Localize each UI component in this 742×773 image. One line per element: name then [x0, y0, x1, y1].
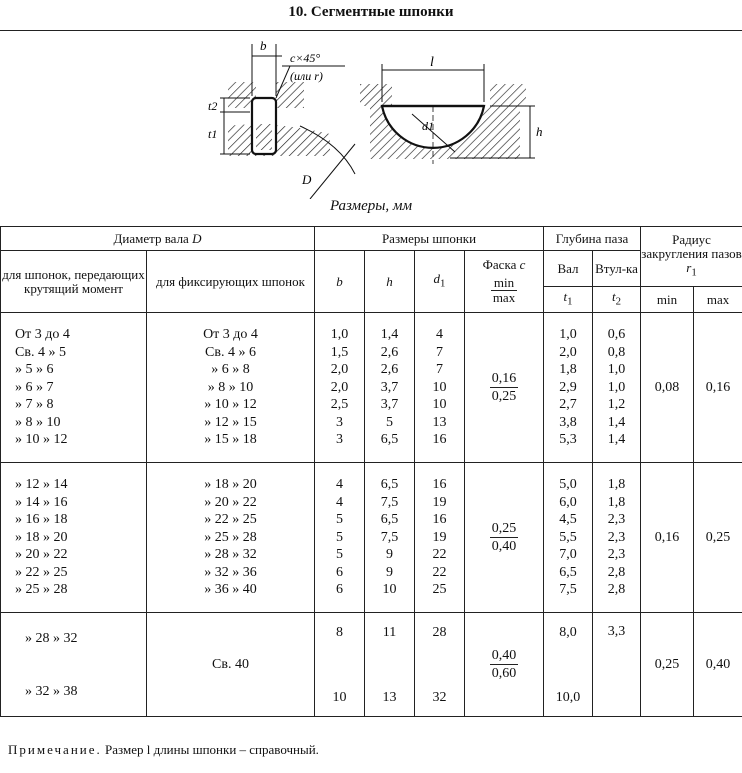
- table-cell-value: 2,3: [607, 512, 626, 528]
- table-cell-value: » 22 » 25: [15, 564, 68, 580]
- footnote-label: Примечание.: [8, 742, 102, 757]
- table-cell-value: » 16 » 18: [15, 512, 68, 528]
- h-values: [365, 463, 415, 613]
- table-cell-value: 6: [336, 564, 343, 580]
- table-cell-value: 7,0: [559, 547, 577, 563]
- table-cell-value: 5: [336, 547, 343, 563]
- label-b: b: [260, 38, 267, 53]
- table-cell-value: » 7 » 8: [15, 397, 54, 413]
- table-cell-value: 1,8: [607, 477, 626, 493]
- table-cell-value: 3,7: [380, 397, 399, 413]
- table-cell-value: Св. 4 » 5: [15, 344, 66, 360]
- table-cell-value: 5: [336, 512, 343, 528]
- table-cell-value: 1,0: [330, 327, 349, 343]
- units-caption: Размеры, мм: [329, 198, 413, 214]
- table-cell-value: 5,5: [559, 529, 577, 545]
- table-cell-value: 13: [432, 414, 447, 430]
- chamfer-values: $\frac{0,40}{0,60}$: [465, 613, 544, 717]
- t2-values: 3,3: [593, 613, 641, 717]
- h-values: [365, 313, 415, 463]
- table-cell-value: От 3 до 4: [15, 327, 70, 343]
- table-cell-value: 2,6: [380, 344, 399, 360]
- table-cell-value: От 3 до 4: [203, 327, 258, 343]
- table-cell-value: 16: [432, 512, 447, 528]
- table-row-group-1: [1, 313, 742, 463]
- header-radius: Радиус закругления пазов $r_1$: [641, 227, 742, 287]
- b-values: [315, 463, 365, 613]
- table-cell-value: » 18 » 20: [15, 529, 68, 545]
- label-l: l: [430, 55, 434, 70]
- segment-key-table: [0, 226, 742, 717]
- table-cell-value: » 25 » 28: [15, 582, 68, 598]
- header-d1: $d_1$: [415, 251, 465, 313]
- label-chamfer-alt: (или r): [290, 69, 323, 83]
- table-cell-value: 5,3: [559, 432, 577, 448]
- table-cell-value: 6,5: [559, 564, 577, 580]
- label-h: h: [536, 124, 543, 139]
- table-cell-value: » 14 » 16: [15, 494, 68, 510]
- r-max-value: 0,40: [694, 613, 742, 717]
- b-values: 8 10: [315, 613, 365, 717]
- table-cell-value: 2,3: [607, 547, 626, 563]
- r-min-value: 0,16: [641, 463, 694, 613]
- table-cell-value: » 20 » 22: [15, 547, 68, 563]
- d1-values: [415, 463, 465, 613]
- footnote-text: Размер l длины шпонки – справочный.: [105, 742, 319, 757]
- label-chamfer: c×45°: [290, 51, 321, 65]
- d1-values: 28 32: [415, 613, 465, 717]
- table-cell-value: 1,8: [559, 362, 577, 378]
- table-cell-value: 19: [432, 529, 447, 545]
- table-cell-value: 1,5: [330, 344, 349, 360]
- table-cell-value: 0,6: [607, 327, 626, 343]
- table-cell-value: 3,8: [559, 414, 577, 430]
- table-cell-value: » 8 » 10: [207, 379, 254, 395]
- table-cell-value: 1,4: [380, 327, 399, 343]
- table-cell-value: » 6 » 7: [15, 379, 54, 395]
- header-torque-keys: для шпонок, передающих крутящий момент: [1, 251, 147, 313]
- table-cell-value: 2,0: [330, 362, 349, 378]
- table-cell-value: 4: [336, 477, 343, 493]
- header-h: h: [365, 251, 415, 313]
- table-cell-value: 2,8: [607, 582, 626, 598]
- table-cell-value: 1,0: [607, 362, 626, 378]
- table-cell-value: 2,7: [559, 397, 577, 413]
- table-cell-value: 19: [432, 494, 447, 510]
- table-cell-value: 2,3: [607, 529, 626, 545]
- header-t2: $t_2$: [593, 287, 641, 313]
- chamfer-values: $\frac{0,16}{0,25}$: [465, 313, 544, 463]
- table-cell-value: 2,6: [380, 362, 399, 378]
- table-cell-value: 5,0: [559, 477, 577, 493]
- t1-values: [544, 463, 593, 613]
- table-cell-value: 2,8: [607, 564, 626, 580]
- table-cell-value: 0,8: [607, 344, 626, 360]
- table-cell-value: 5: [386, 414, 393, 430]
- table-cell-value: » 20 » 22: [204, 494, 257, 510]
- table-cell-value: 2,5: [330, 397, 349, 413]
- table-cell-value: 10: [382, 582, 397, 598]
- footnote: [8, 742, 319, 758]
- table-cell-value: 2,0: [330, 379, 349, 395]
- t2-values: [593, 313, 641, 463]
- label-D: D: [302, 172, 312, 187]
- label-t1: t1: [208, 127, 218, 141]
- header-t1: $t_1$: [544, 287, 593, 313]
- table-cell-value: » 32 » 36: [204, 564, 257, 580]
- table-cell-value: 6: [336, 582, 343, 598]
- table-cell-value: 7: [436, 362, 443, 378]
- table-cell-value: 2,0: [559, 344, 577, 360]
- label-t2: t2: [208, 99, 218, 113]
- r-max-value: 0,25: [694, 463, 742, 613]
- header-chamfer: Фаска c $\frac{\min}{\max}$: [465, 251, 544, 313]
- table-cell-value: » 28 » 32: [204, 547, 257, 563]
- table-cell-value: » 25 » 28: [204, 529, 257, 545]
- header-shaft-diameter: Диаметр вала D: [1, 227, 315, 251]
- header-key-dims: Размеры шпонки: [315, 227, 544, 251]
- t1-values: 8,0 10,0: [544, 613, 593, 717]
- table-cell-value: 1,8: [607, 494, 626, 510]
- table-cell-value: 10: [432, 397, 447, 413]
- table-cell-value: » 6 » 8: [211, 362, 250, 378]
- table-cell-value: 10: [432, 379, 447, 395]
- table-row-group-3: [1, 613, 742, 717]
- segment-key-drawing: [190, 34, 550, 199]
- table-cell-value: 2,9: [559, 379, 577, 395]
- header-b: b: [315, 251, 365, 313]
- table-cell-value: 6,5: [380, 512, 399, 528]
- table-cell-value: » 8 » 10: [15, 414, 61, 430]
- table-cell-value: 9: [386, 564, 393, 580]
- table-cell-value: 3: [336, 414, 343, 430]
- table-row-group-2: [1, 463, 742, 613]
- table-cell-value: » 10 » 12: [15, 432, 68, 448]
- table-cell-value: 4: [436, 327, 443, 343]
- side-view: [360, 55, 543, 164]
- table-cell-value: 22: [432, 547, 447, 563]
- torque-diameters: » 28 » 32 » 32 » 38: [1, 613, 147, 717]
- table-cell-value: 3: [336, 432, 343, 448]
- h-values: 11 13: [365, 613, 415, 717]
- table-cell-value: » 5 » 6: [15, 362, 54, 378]
- table-cell-value: 16: [432, 477, 447, 493]
- r-min-value: 0,08: [641, 313, 694, 463]
- header-r-min: min: [641, 287, 694, 313]
- table-cell-value: 4,5: [559, 512, 577, 528]
- table-cell-value: » 12 » 14: [15, 477, 68, 493]
- b-values: [315, 313, 365, 463]
- table-cell-value: Св. 4 » 6: [205, 344, 256, 360]
- table-cell-value: 7,5: [559, 582, 577, 598]
- table-cell-value: 5: [336, 529, 343, 545]
- table-cell-value: » 36 » 40: [204, 582, 257, 598]
- table-cell-value: 7,5: [380, 494, 399, 510]
- header-shaft: Вал: [544, 251, 593, 287]
- table-cell-value: » 15 » 18: [204, 432, 257, 448]
- table-cell-value: 7: [436, 344, 443, 360]
- header-fixing-keys: для фиксирующих шпонок: [147, 251, 315, 313]
- d1-values: [415, 313, 465, 463]
- table-cell-value: 16: [432, 432, 447, 448]
- t1-values: [544, 313, 593, 463]
- table-cell-value: 6,0: [559, 494, 577, 510]
- table-cell-value: 1,0: [559, 327, 577, 343]
- fixing-diameters: [147, 313, 315, 463]
- torque-diameters: [1, 313, 147, 463]
- label-d1: d1: [422, 119, 434, 133]
- table-cell-value: 1,2: [607, 397, 626, 413]
- title-rule: [0, 30, 742, 31]
- table-cell-value: 3,7: [380, 379, 399, 395]
- fixing-diameters: [147, 463, 315, 613]
- t2-values: [593, 463, 641, 613]
- fixing-diameters: Св. 40: [147, 613, 315, 717]
- cross-section-view: [208, 38, 355, 199]
- table-cell-value: 22: [432, 564, 447, 580]
- chamfer-values: $\frac{0,25}{0,40}$: [465, 463, 544, 613]
- table-cell-value: 6,5: [380, 477, 399, 493]
- page-title: 10. Сегментные шпонки: [288, 4, 454, 20]
- table-cell-value: 9: [386, 547, 393, 563]
- table-cell-value: » 18 » 20: [204, 477, 257, 493]
- torque-diameters: [1, 463, 147, 613]
- table-cell-value: 6,5: [380, 432, 399, 448]
- table-cell-value: » 12 » 15: [204, 414, 257, 430]
- table-cell-value: 1,4: [607, 432, 626, 448]
- table-cell-value: » 22 » 25: [204, 512, 257, 528]
- table-cell-value: 7,5: [380, 529, 399, 545]
- header-hub: Втул-ка: [593, 251, 641, 287]
- table-cell-value: 1,0: [607, 379, 626, 395]
- header-slot-depth: Глубина паза: [544, 227, 641, 251]
- table-cell-value: » 10 » 12: [204, 397, 257, 413]
- r-max-value: 0,16: [694, 313, 742, 463]
- table-cell-value: 4: [336, 494, 343, 510]
- header-r-max: max: [694, 287, 742, 313]
- table-cell-value: 25: [432, 582, 447, 598]
- r-min-value: 0,25: [641, 613, 694, 717]
- table-cell-value: 1,4: [607, 414, 626, 430]
